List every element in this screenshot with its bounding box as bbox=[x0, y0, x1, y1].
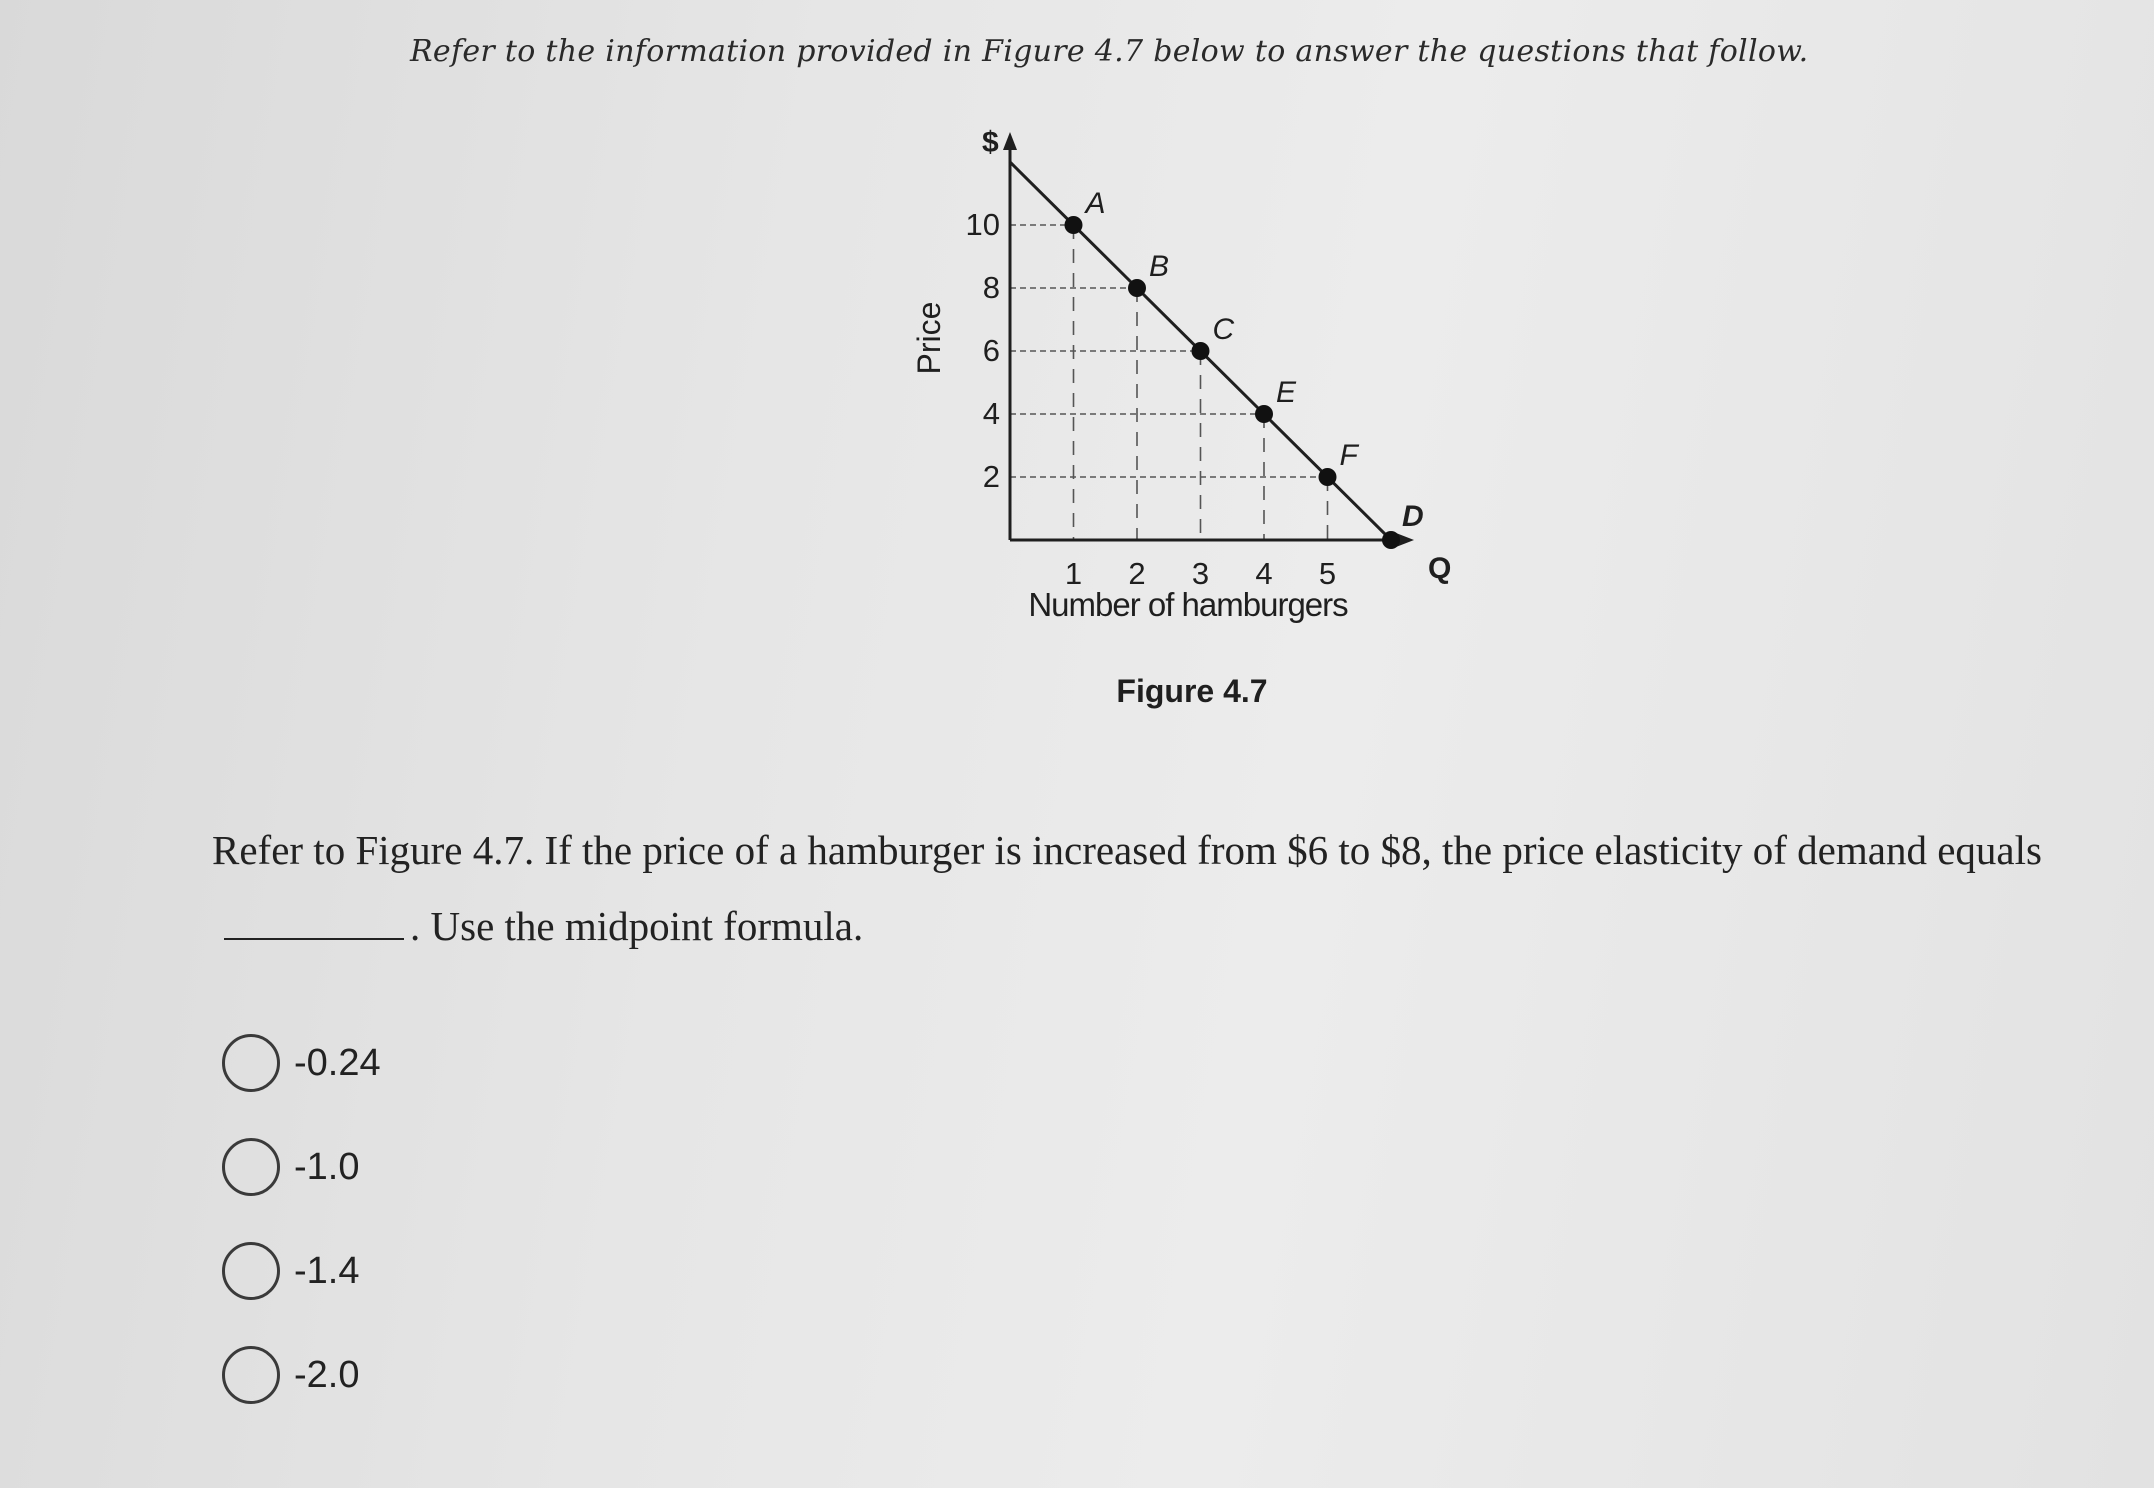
option-4[interactable] bbox=[222, 1346, 359, 1404]
point-label: E bbox=[1276, 376, 1297, 409]
question-text bbox=[212, 812, 2092, 964]
radio-button[interactable] bbox=[222, 1242, 280, 1300]
y-tick-label: 8 bbox=[982, 270, 1000, 305]
y-axis-label: Price bbox=[911, 301, 947, 375]
answer-blank bbox=[224, 908, 404, 940]
option-label[interactable]: -0.24 bbox=[294, 1041, 381, 1084]
intro-text: Refer to the information provided in Figure 4.7 below to answer the questions that follow. bbox=[410, 34, 1809, 69]
demand-curve-label: D bbox=[1402, 500, 1424, 533]
data-points bbox=[1065, 187, 1401, 549]
point-label: B bbox=[1149, 250, 1170, 283]
option-2[interactable] bbox=[222, 1138, 359, 1196]
data-point bbox=[1255, 405, 1273, 423]
data-point bbox=[1319, 468, 1337, 486]
radio-button[interactable] bbox=[222, 1346, 280, 1404]
y-tick-label: 10 bbox=[965, 207, 1000, 242]
radio-button[interactable] bbox=[222, 1034, 280, 1092]
y-axis-arrow bbox=[1003, 132, 1017, 150]
x-tick-label: 1 bbox=[1064, 556, 1083, 591]
point-label: A bbox=[1085, 187, 1106, 220]
x-tick-label: 2 bbox=[1128, 556, 1146, 591]
data-point bbox=[1192, 342, 1210, 360]
figure-caption: Figure 4.7 bbox=[1116, 673, 1268, 709]
y-tick-label: 4 bbox=[982, 396, 1000, 431]
question-part2: . Use the midpoint formula. bbox=[410, 903, 864, 949]
y-axis-symbol: $ bbox=[982, 126, 999, 159]
option-label[interactable]: -1.0 bbox=[294, 1145, 360, 1188]
point-label: C bbox=[1212, 313, 1235, 346]
option-label[interactable]: -1.4 bbox=[294, 1249, 360, 1292]
x-tick-label: 4 bbox=[1255, 556, 1273, 591]
x-tick-label: 5 bbox=[1318, 556, 1337, 591]
data-point bbox=[1382, 531, 1400, 549]
question-part1: Refer to Figure 4.7. If the price of a hamburger is increased from $6 to $8, the price elasticity of demand equals bbox=[212, 827, 2042, 873]
option-3[interactable] bbox=[222, 1242, 359, 1300]
data-point bbox=[1065, 216, 1083, 234]
axes bbox=[1003, 132, 1414, 547]
x-tick-label: 3 bbox=[1191, 556, 1210, 591]
y-tick-label: 6 bbox=[982, 333, 1000, 368]
y-tick-label: 2 bbox=[982, 459, 1000, 494]
option-label[interactable]: -2.0 bbox=[294, 1353, 360, 1396]
option-1[interactable] bbox=[222, 1034, 381, 1092]
radio-button[interactable] bbox=[222, 1138, 280, 1196]
demand-chart bbox=[880, 110, 1500, 750]
data-point bbox=[1128, 279, 1146, 297]
x-axis-symbol: Q bbox=[1428, 552, 1452, 585]
x-axis-label: Number of hamburgers bbox=[1028, 586, 1348, 623]
point-label: F bbox=[1339, 439, 1358, 472]
